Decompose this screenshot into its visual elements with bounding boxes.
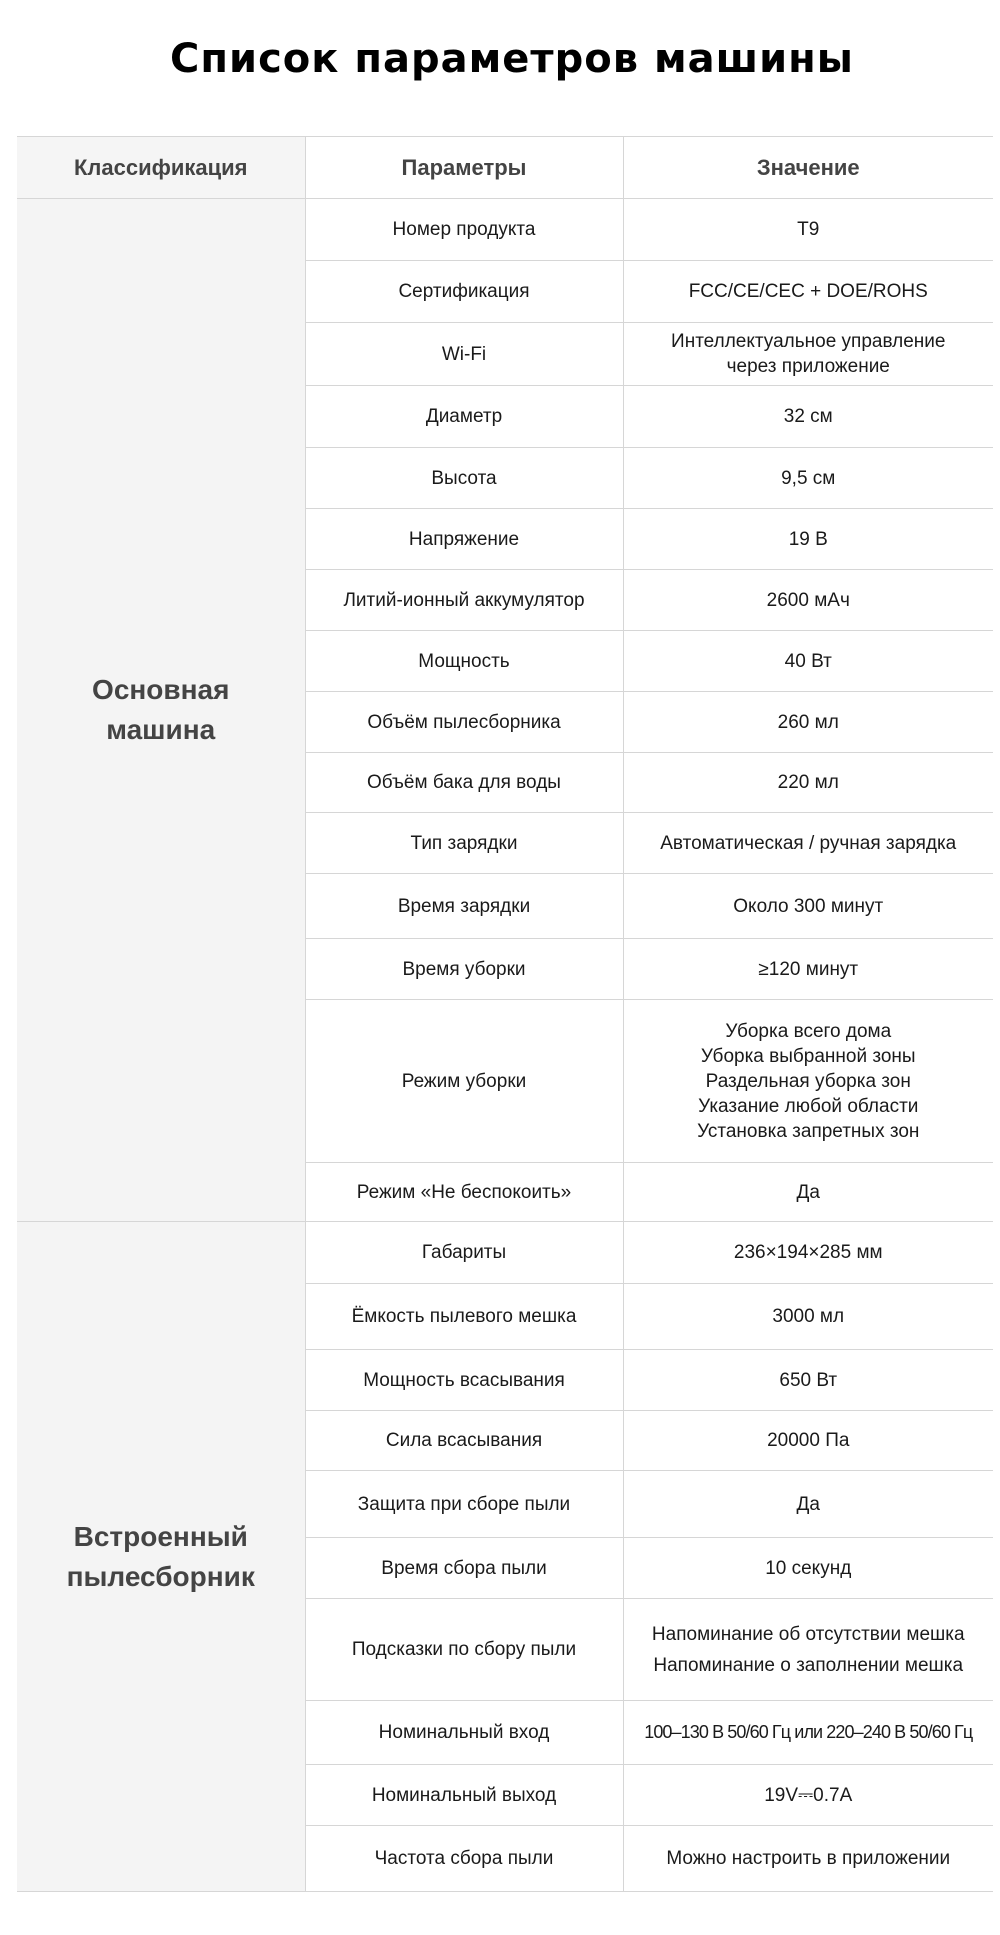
header-classification: Классификация [17,137,305,199]
parameter-cell: Сила всасывания [305,1411,623,1471]
parameter-cell: Сертификация [305,261,623,323]
value-cell [623,570,993,631]
value-line: Установка запретных зон [697,1120,920,1142]
value-line: Уборка всего дома [725,1020,892,1042]
value-line: 236×194×285 мм [733,1242,883,1263]
value-line: 9,5 см [781,467,836,489]
parameter-cell: Мощность [305,631,623,692]
value-cell [623,1599,993,1701]
table-row [17,199,993,261]
value-line: 10 секунд [765,1557,852,1579]
value-line: FCC/CE/CEC + DOE/ROHS [688,281,928,302]
category-cell [17,1222,305,1892]
parameter-cell: Защита при сборе пыли [305,1471,623,1538]
value-line: 19 В [788,528,828,550]
value-cell [623,448,993,509]
parameter-cell: Режим «Не беспокоить» [305,1163,623,1222]
value-line: 3000 мл [772,1306,845,1327]
value-cell [623,1701,993,1765]
value-line: 100–130 В 50/60 Гц или 220–240 В 50/60 Гц [644,1722,973,1742]
value-line: Уборка выбранной зоны [700,1045,916,1067]
parameter-cell: Литий-ионный аккумулятор [305,570,623,631]
category-label: машина [106,714,216,745]
header-value: Значение [623,137,993,199]
value-cell [623,1538,993,1599]
parameter-cell: Время сбора пыли [305,1538,623,1599]
header-parameters: Параметры [305,137,623,199]
parameter-cell: Время уборки [305,939,623,1000]
category-label: пылесборник [66,1560,255,1592]
value-cell [623,874,993,939]
value-line: Интеллектуальное управление [671,331,946,352]
parameter-cell: Тип зарядки [305,813,623,874]
parameter-cell: Диаметр [305,386,623,448]
value-cell [623,1000,993,1163]
parameter-cell: Объём пылесборника [305,692,623,753]
parameter-cell: Номинальный выход [305,1765,623,1826]
value-cell [623,1350,993,1411]
value-line: через приложение [726,356,890,377]
parameter-cell: Мощность всасывания [305,1350,623,1411]
category-label: Основная [92,674,230,705]
value-line: Да [796,1493,820,1515]
table-row [17,1222,993,1284]
parameter-cell: Режим уборки [305,1000,623,1163]
parameter-cell: Частота сбора пыли [305,1826,623,1892]
value-line: Автоматическая / ручная зарядка [660,832,957,854]
value-cell [623,692,993,753]
parameter-cell: Ёмкость пылевого мешка [305,1284,623,1350]
value-cell [623,1284,993,1350]
parameter-cell: Подсказки по сбору пыли [305,1599,623,1701]
category-label: Встроенный [73,1520,248,1552]
parameter-cell: Wi-Fi [305,323,623,386]
value-cell [623,631,993,692]
value-cell [623,1222,993,1284]
value-line: Можно настроить в приложении [666,1848,951,1869]
value-line: 650 Вт [779,1369,838,1391]
value-line: 2600 мАч [766,589,850,611]
value-line: Напоминание о заполнении мешка [653,1654,964,1676]
value-cell [623,1163,993,1222]
table-header-row [17,137,993,199]
value-cell [623,813,993,874]
value-line: Напоминание об отсутствии мешка [651,1623,965,1645]
value-cell [623,939,993,1000]
value-line: Около 300 минут [733,895,884,917]
parameter-cell: Объём бака для воды [305,753,623,813]
value-cell [623,199,993,261]
value-line: 260 мл [777,711,839,733]
parameter-cell: Время зарядки [305,874,623,939]
value-line: Раздельная уборка зон [705,1070,911,1092]
value-cell [623,323,993,386]
value-cell [623,1411,993,1471]
spec-table [17,136,993,1892]
value-cell [623,509,993,570]
category-cell [17,199,305,1222]
parameter-cell: Напряжение [305,509,623,570]
value-line: ≥120 минут [758,958,859,980]
value-cell [623,261,993,323]
parameter-cell: Номер продукта [305,199,623,261]
value-line: 40 Вт [784,650,832,672]
value-line: Указание любой области [698,1095,919,1117]
value-line: 20000 Па [767,1430,850,1451]
value-line: Да [796,1181,820,1203]
parameter-cell: Габариты [305,1222,623,1284]
value-cell [623,1826,993,1892]
parameter-cell: Номинальный вход [305,1701,623,1765]
value-cell [623,386,993,448]
value-line: 32 см [783,406,833,427]
parameter-cell: Высота [305,448,623,509]
value-cell [623,1471,993,1538]
value-line: T9 [797,219,820,240]
value-cell [623,1765,993,1826]
page-title: Список параметров машины [170,36,854,82]
value-line: 19V⎓0.7A [764,1784,853,1806]
table-body [17,199,993,1892]
value-line: 220 мл [777,772,839,793]
value-cell [623,753,993,813]
